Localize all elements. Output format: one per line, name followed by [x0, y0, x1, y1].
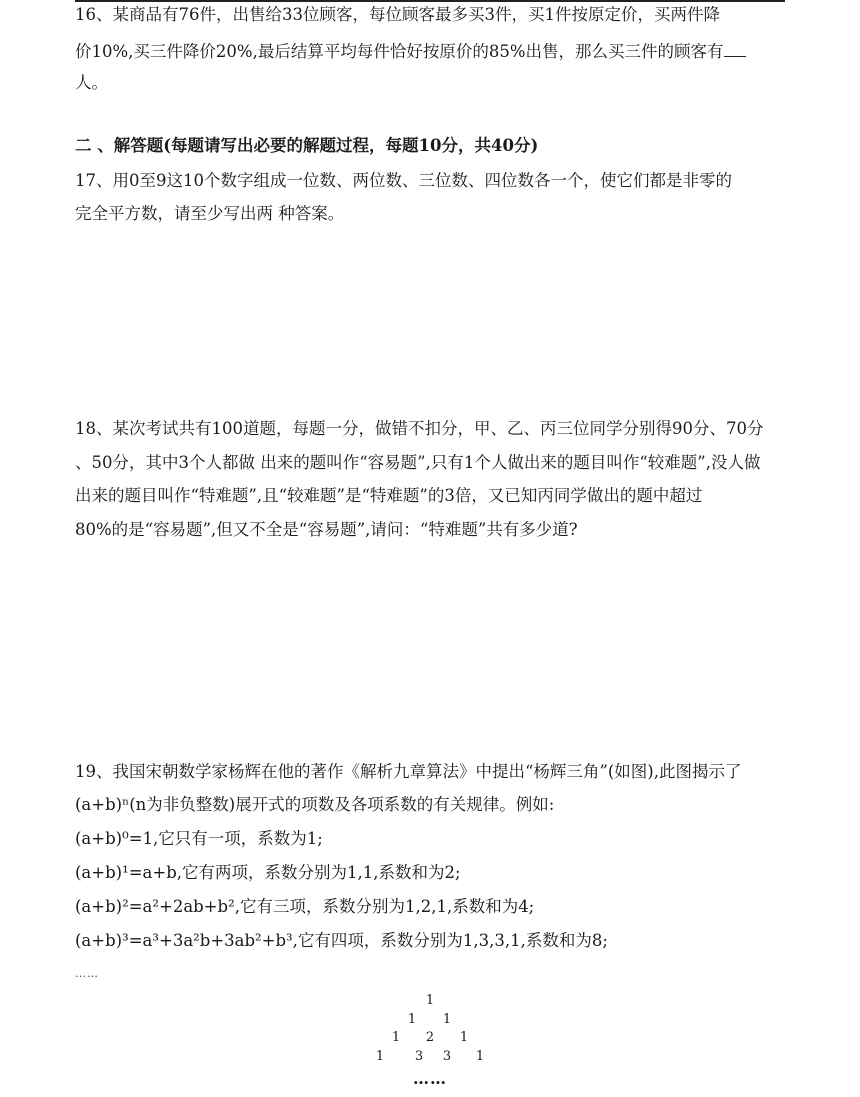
q16-line3: 人。: [75, 73, 108, 92]
triangle-number: 1: [425, 993, 435, 1008]
triangle-number: 1: [459, 1030, 469, 1045]
triangle-number: 1: [375, 1049, 385, 1064]
triangle-number: 2: [425, 1030, 435, 1045]
triangle-number: 1: [407, 1012, 417, 1027]
triangle-number: 3: [414, 1049, 424, 1064]
q19-ellipsis: ……: [75, 967, 99, 980]
q17-line2: 完全平方数，请至少写出两 种答案。: [75, 204, 345, 223]
q16-line1: 16、某商品有76件，出售给33位顾客，每位顾客最多买3件，买1件按原定价，买两件降: [75, 5, 720, 24]
q18-line4: 80%的是“容易题”,但又不全是“容易题”,请问：“特难题”共有多少道?: [75, 520, 578, 539]
q16-line2-wrap: [75, 41, 746, 63]
answer-blank: [724, 42, 746, 57]
triangle-number: 1: [475, 1049, 485, 1064]
q19-line3: (a+b)⁰=1,它只有一项，系数为1;: [75, 829, 323, 848]
q17-line1: 17、用0至9这10个数字组成一位数、两位数、三位数、四位数各一个，使它们都是非零的: [75, 171, 732, 190]
triangle-number: 3: [442, 1049, 452, 1064]
q16-line2: 价10%,买三件降价20%,最后结算平均每件恰好按原价的85%出售，那么买三件的顾客有: [75, 42, 724, 61]
q19-line4: (a+b)¹=a+b,它有两项，系数分别为1,1,系数和为2;: [75, 863, 461, 882]
q19-line6: (a+b)³=a³+3a²b+3ab²+b³,它有四项，系数分别为1,3,3,1,系数和为8;: [75, 931, 608, 950]
triangle-number: 1: [391, 1030, 401, 1045]
triangle-number: 1: [442, 1012, 452, 1027]
q18-line1: 18、某次考试共有100道题，每题一分，做错不扣分，甲、乙、丙三位同学分别得90分、70分: [75, 419, 764, 438]
top-rule: [75, 0, 785, 2]
q19-line1: 19、我国宋朝数学家杨辉在他的著作《解析九章算法》中提出“杨辉三角”(如图),此图揭示了: [75, 762, 742, 781]
q18-line3: 出来的题目叫作“特难题”,且“较难题”是“特难题”的3倍，又已知丙同学做出的题中超过: [75, 486, 703, 505]
section2-heading: 二 、解答题(每题请写出必要的解题过程，每题10分，共40分): [75, 136, 539, 155]
q19-line2: (a+b)ⁿ(n为非负整数)展开式的项数及各项系数的有关规律。例如:: [75, 795, 555, 814]
triangle-continuation: ……: [413, 1069, 447, 1088]
q18-line2: 、50分，其中3个人都做 出来的题叫作“容易题”,只有1个人做出来的题目叫作“较难题”,没人做: [75, 453, 761, 472]
q19-line5: (a+b)²=a²+2ab+b²,它有三项，系数分别为1,2,1,系数和为4;: [75, 897, 535, 916]
